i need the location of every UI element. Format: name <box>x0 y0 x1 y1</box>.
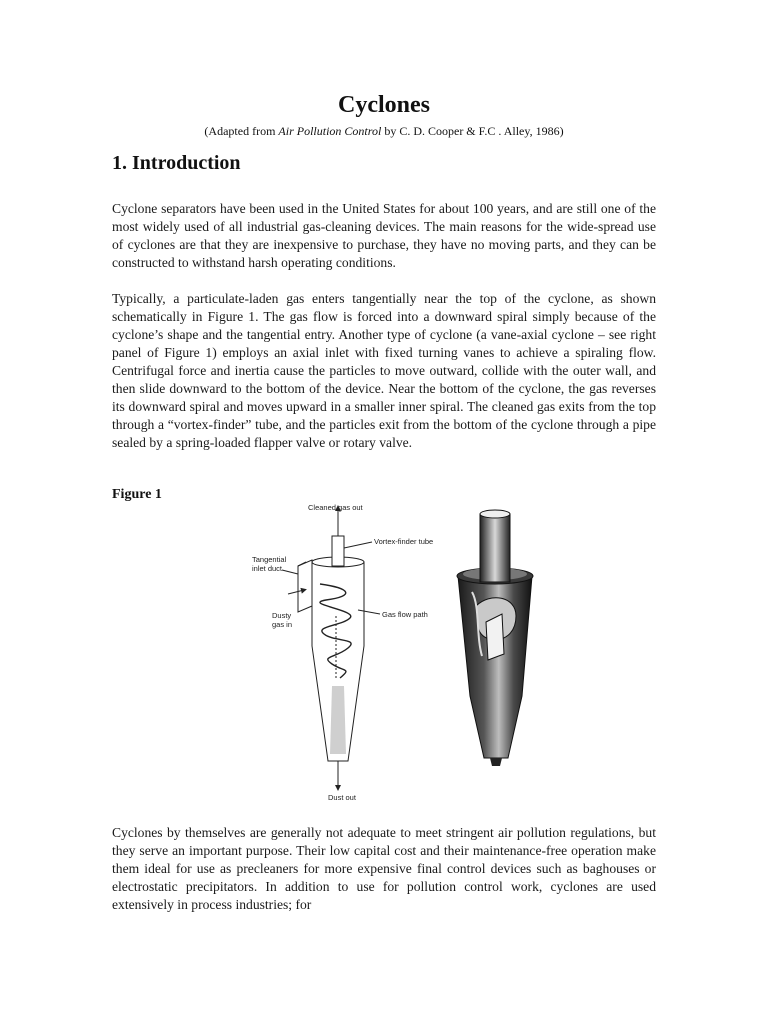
label-dusty-2: gas in <box>272 620 293 629</box>
page-subtitle <box>0 124 768 139</box>
label-vortex-finder-tube: Vortex-finder tube <box>374 537 434 546</box>
label-dust-out: Dust out <box>328 793 356 802</box>
subtitle-suffix: by C. D. Cooper & F.C . Alley, 1986) <box>381 124 564 138</box>
subtitle-source: Air Pollution Control <box>278 124 382 138</box>
label-gas-flow-path: Gas flow path <box>382 610 428 619</box>
figure-label: Figure 1 <box>112 487 162 502</box>
section-heading: 1. Introduction <box>112 152 241 174</box>
cyclone-figure <box>240 496 580 806</box>
label-dusty-1: Dusty <box>272 611 292 620</box>
label-tangential-2: inlet duct <box>252 564 283 573</box>
paragraph-1: Cyclone separators have been used in the United States for about 100 years, and are still one of the most widely used of all industrial gas-cleaning devices. The main reasons for the wide-spread use of cyclones are that they are inexpensive to purchase, they have no moving parts, and they can be constructed to withstand harsh operating conditions. <box>112 201 656 270</box>
page-title: Cyclones <box>338 92 430 118</box>
paragraph-2: Typically, a particulate-laden gas enters tangentially near the top of the cyclone, as shown schematically in Figure 1. The gas flow is forced into a downward spiral simply because of the cyclone’s shape and the tangential entry. Another type of cyclone (a vane-axial cyclone – see right panel of Figure 1) employs an axial inlet with fixed turning vanes to achieve a spiraling flow. Centrifugal force and inertia cause the particles to move outward, collide with the outer wall, and then slide downward to the bottom of the device. Near the bottom of the cyclone, the gas reverses its downward spiral and moves upward in a smaller inner spiral. The cleaned gas exits from the top through a “vortex-finder” tube, and the particles exit from the bottom of the cyclone through a pipe sealed by a spring-loaded flapper valve or rotary valve. <box>112 291 656 450</box>
label-tangential-1: Tangential <box>252 555 287 564</box>
cyclone-schematic <box>282 508 380 788</box>
label-cleaned-gas-out: Cleaned gas out <box>308 503 363 512</box>
paragraph-3: Cyclones by themselves are generally not adequate to meet stringent air pollution regulations, but they serve an important purpose. Their low capital cost and their maintenance-free operation make them ideal for use as precleaners for more expensive final control devices such as baghouses or electrostatic precipitators. In addition to use for pollution control work, cyclones are used extensively in process industries; for <box>112 825 656 912</box>
vane-axial-cyclone-drawing <box>457 510 533 766</box>
subtitle-prefix: (Adapted from <box>204 124 279 138</box>
